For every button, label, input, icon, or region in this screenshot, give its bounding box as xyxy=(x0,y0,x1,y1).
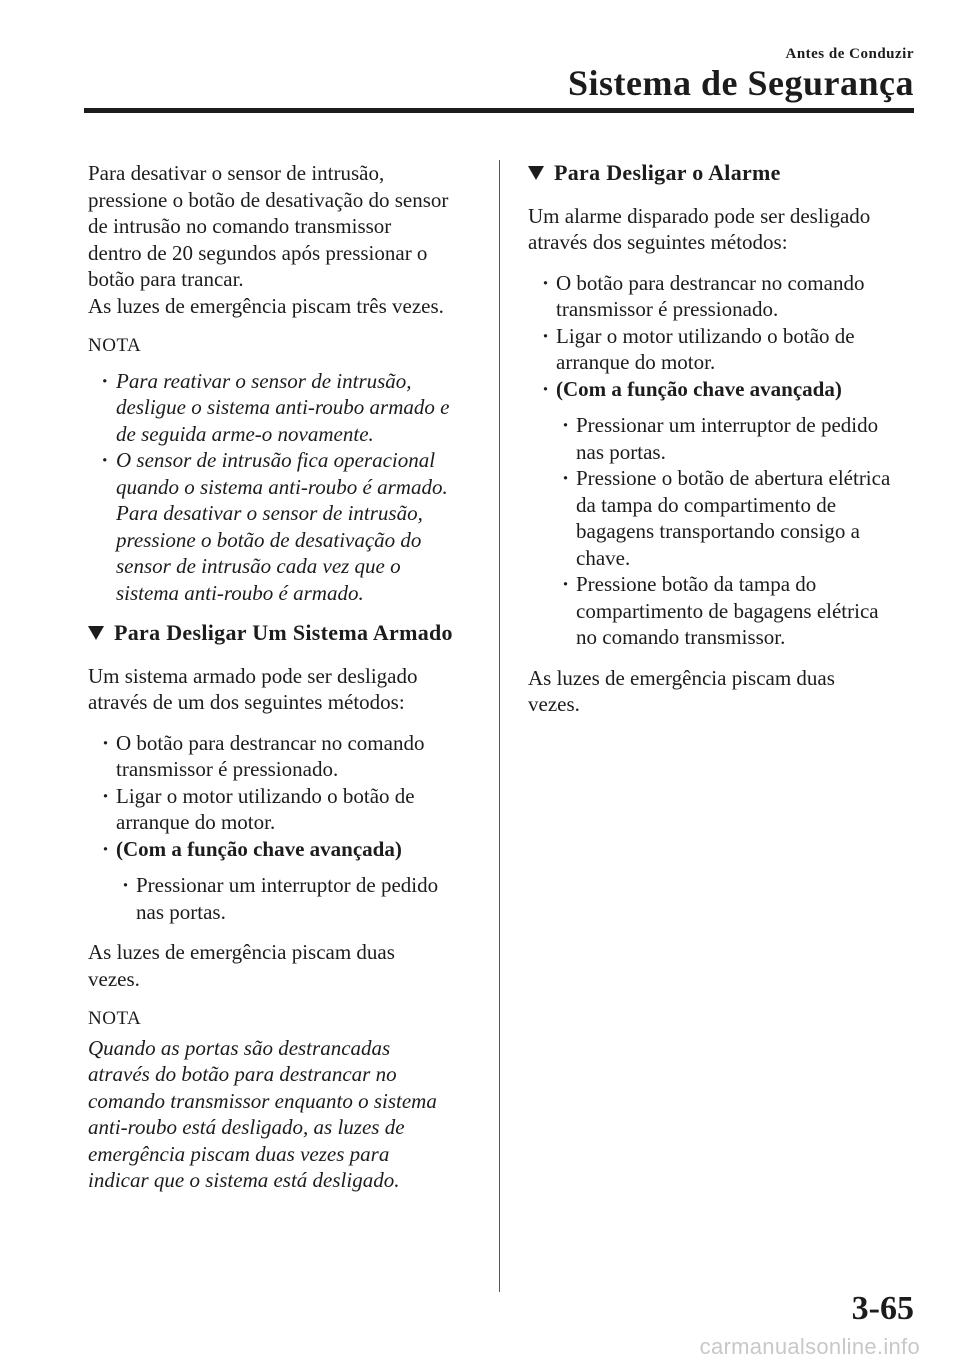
intro-paragraph: Para desativar o sensor de intrusão, pressione o botão de desativação do sensor de intrusão no comando transmissor dentro de 20 segundos após pressionar o botão para trancar. As luzes de emergência piscam três vezes. xyxy=(88,161,449,318)
nota-list xyxy=(102,368,480,607)
section-intro: Um alarme disparado pode ser desligado através dos seguintes métodos: xyxy=(528,203,871,254)
sub-method-item: · Pressionar um interruptor de pedido nas portas. xyxy=(562,412,918,465)
page-number: 3-65 xyxy=(851,1290,914,1327)
nota-label: NOTA xyxy=(88,335,142,356)
sub-method-item: · Pressione o botão de abertura elétrica da tampa do compartimento de bagagens transportando consigo a chave. xyxy=(562,465,918,571)
section-heading-armed xyxy=(88,620,480,647)
section-heading-label: Para Desligar Um Sistema Armado xyxy=(114,620,453,645)
nota-label: NOTA xyxy=(88,1008,142,1029)
nota-item: · Para reativar o sensor de intrusão, desligue o sistema anti-roubo armado e de seguida arme-o novamente. xyxy=(102,368,480,448)
nota-item: · O sensor de intrusão fica operacional quando o sistema anti-roubo é armado. Para desativar o sensor de intrusão, pressione o botão de desativação do sensor de intrusão cada vez que o sistema anti-roubo é armado. xyxy=(102,447,480,606)
sub-methods-list xyxy=(562,412,918,651)
method-item: · Ligar o motor utilizando o botão de arranque do motor. xyxy=(542,323,918,376)
method-item: · O botão para destrancar no comando transmissor é pressionado. xyxy=(102,730,480,783)
method-item: · (Com a função chave avançada) xyxy=(102,836,480,863)
column-divider xyxy=(499,160,500,1292)
sub-method-item: · Pressionar um interruptor de pedido nas portas. xyxy=(122,872,480,925)
nota-paragraph: Quando as portas são destrancadas através do botão para destrancar no comando transmissor enquanto o sistema anti-roubo está desligado, as luzes de emergência piscam duas vezes para indicar que o sistema está desligado. xyxy=(88,1035,437,1192)
methods-list xyxy=(102,730,480,863)
triangle-down-icon xyxy=(528,166,544,180)
outro-paragraph: As luzes de emergência piscam duas vezes. xyxy=(88,940,395,991)
header-rule xyxy=(84,108,914,113)
sub-method-item: · Pressione botão da tampa do compartimento de bagagens elétrica no comando transmissor. xyxy=(562,571,918,651)
triangle-down-icon xyxy=(88,626,104,640)
section-heading-label: Para Desligar o Alarme xyxy=(554,160,781,185)
method-item: · Ligar o motor utilizando o botão de arranque do motor. xyxy=(102,783,480,836)
sub-methods-list xyxy=(122,872,480,925)
methods-list xyxy=(542,270,918,403)
left-column xyxy=(88,160,480,1208)
method-item: · O botão para destrancar no comando transmissor é pressionado. xyxy=(542,270,918,323)
running-header-subtitle: Antes de Conduzir xyxy=(785,46,914,62)
outro-paragraph: As luzes de emergência piscam duas vezes. xyxy=(528,665,835,716)
watermark: carmanualsonline.info xyxy=(699,1334,920,1359)
section-intro: Um sistema armado pode ser desligado através de um dos seguintes métodos: xyxy=(88,663,418,714)
section-heading-alarm xyxy=(528,160,918,187)
running-header-title: Sistema de Segurança xyxy=(568,63,914,103)
right-column xyxy=(528,160,918,732)
method-item: · (Com a função chave avançada) xyxy=(542,376,918,403)
